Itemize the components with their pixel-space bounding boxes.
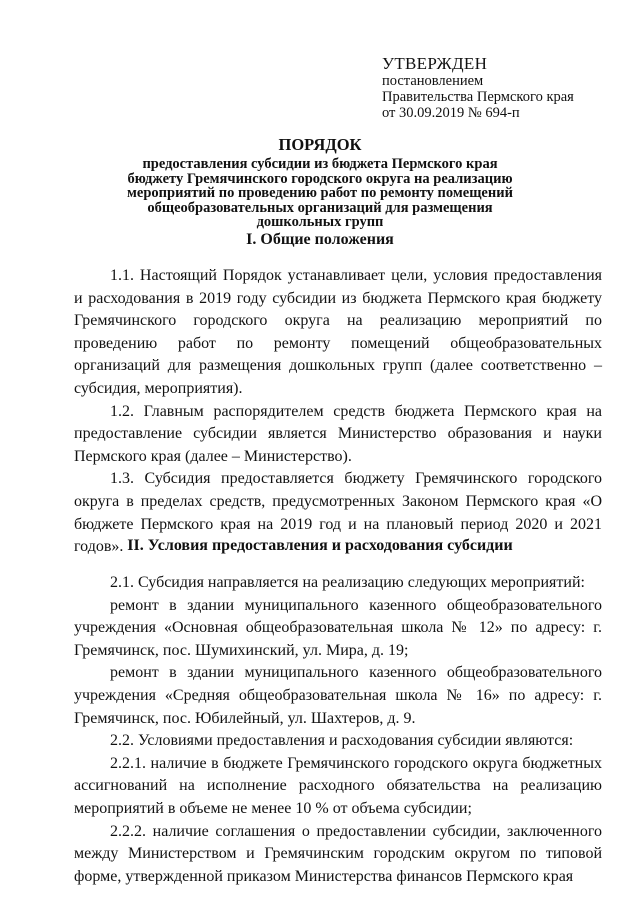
approval-stamp bbox=[382, 54, 632, 121]
approval-line: от 30.09.2019 № 694-п bbox=[382, 105, 520, 121]
paragraph: 2.2.1. наличие в бюджете Гремячинского городского округа бюджетных ассигнований на исполнение расходного обязательства на реализацию мероприятий в объеме не менее 10 % от объема субсидии; bbox=[74, 754, 602, 817]
paragraph: 2.2. Условиями предоставления и расходования субсидии являются: bbox=[110, 732, 574, 750]
paragraph: ремонт в здании муниципального казенного общеобразовательного учреждения «Средняя общеобразовательная школа № 16» по адресу: г. Гремячинск, пос. Юбилейный, ул. Шахтеров, д. 9. bbox=[74, 664, 602, 727]
document-subtitle: предоставления субсидии из бюджета Пермского края бюджету Гремячинского городского округа на реализацию мероприятий по проведению работ по ремонту помещений общеобразовательных организаций для размещения дошкольных групп bbox=[127, 156, 513, 231]
paragraph: ремонт в здании муниципального казенного общеобразовательного учреждения «Основная общеобразовательная школа № 12» по адресу: г. Гремячинск, пос. Шумихинский, ул. Мира, д. 19; bbox=[74, 596, 602, 659]
section-2-title: II. Условия предоставления и расходования субсидии bbox=[127, 537, 513, 554]
approval-line: Правительства Пермского края bbox=[382, 89, 574, 105]
section-2-body bbox=[74, 572, 602, 888]
section-1-body bbox=[74, 265, 602, 559]
approval-heading: УТВЕРЖДЕН bbox=[382, 54, 488, 73]
paragraph: 1.3. Субсидия предоставляется бюджету Гремячинского городского округа в пределах средств, предусмотренных Законом Пермского края «О бюджете Пермского края на 2019 год и на плановый период 2020 и 2021 годов». bbox=[74, 470, 602, 556]
section-1-title: I. Общие положения bbox=[246, 231, 394, 248]
paragraph: 2.1. Субсидия направляется на реализацию следующих мероприятий: bbox=[110, 574, 585, 591]
paragraph: 1.2. Главным распорядителем средств бюджета Пермского края на предоставление субсидии является Министерство образования и науки Пермского края (далее – Министерство). bbox=[74, 402, 602, 465]
paragraph: 1.1. Настоящий Порядок устанавливает цели, условия предоставления и расходования в 2019 году субсидии из бюджета Пермского края бюджету Гремячинского городского округа на реализацию мероприятий по проведению работ по ремонту помещений общеобразовательных организаций для размещения дошкольных групп (далее соответственно – субсидия, мероприятия). bbox=[74, 267, 602, 397]
paragraph: 2.2.2. наличие соглашения о предоставлении субсидии, заключенного между Министерством и Гремячинским городским округом по типовой форме, утвержденной приказом Министерства финансов Пермского края bbox=[74, 822, 602, 885]
document-title: ПОРЯДОК bbox=[278, 135, 362, 154]
approval-line: постановлением bbox=[382, 73, 484, 89]
